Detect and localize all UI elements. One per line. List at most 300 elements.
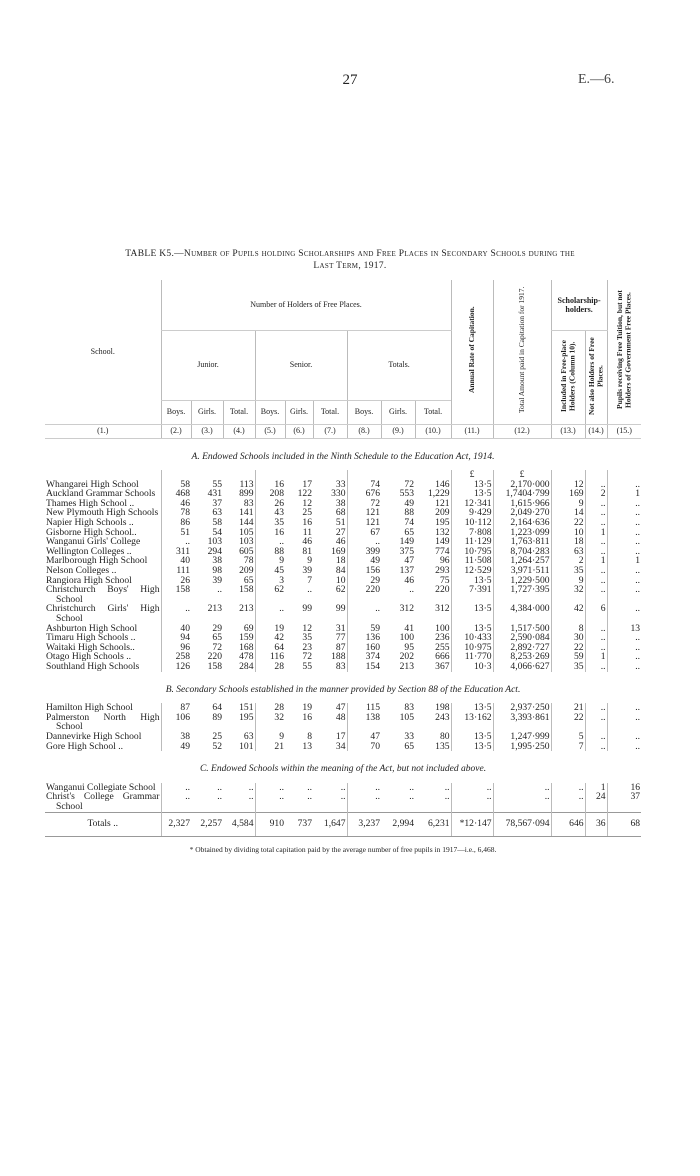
table-cell: 40 xyxy=(161,556,191,566)
table-cell: .. xyxy=(585,633,607,643)
table-cell: 26 xyxy=(161,576,191,586)
header-amount-text: Total Amount paid in Capitation for 1917. xyxy=(516,287,526,414)
table-cell: 13·5 xyxy=(451,624,493,634)
table-cell: 243 xyxy=(435,711,450,723)
school-name: Christchurch Boys' High School xyxy=(46,584,160,605)
table-cell: 78 xyxy=(161,508,191,518)
table-cell: 33 xyxy=(335,478,346,490)
table-cell: 3 xyxy=(255,576,285,586)
table-cell: 209 xyxy=(239,565,254,577)
header-junior: Junior. xyxy=(161,330,255,400)
table-cell: 10·112 xyxy=(451,518,493,528)
table-cell: .. xyxy=(585,643,607,653)
table-cell: 149 xyxy=(435,536,450,548)
table-cell: 65 xyxy=(404,740,414,752)
table-cell: 10·433 xyxy=(451,633,493,643)
header-free-places: Number of Holders of Free Places. xyxy=(161,280,451,330)
table-cell: .. xyxy=(607,547,641,557)
school-name: Totals .. xyxy=(45,812,161,837)
table-cell: 11·129 xyxy=(451,537,493,547)
table-cell: 28 xyxy=(255,703,285,713)
table-cell: 10 xyxy=(335,574,346,586)
table-cell: 116 xyxy=(255,652,285,662)
table-cell: 375 xyxy=(399,545,414,557)
table-cell: 213 xyxy=(207,603,222,615)
table-cell: .. xyxy=(607,518,641,528)
table-cell: 1,223·099 xyxy=(493,528,551,538)
table-cell: .. xyxy=(161,783,191,793)
table-cell: 13·5 xyxy=(451,489,493,499)
table-cell: 105 xyxy=(399,711,414,723)
table-row xyxy=(45,742,641,752)
school-name: Whangarei High School xyxy=(46,478,139,490)
header-not-also-text: Not also Holders of Free Places. xyxy=(586,336,605,415)
column-number: (4.) xyxy=(223,424,255,438)
table-cell: 13·5 xyxy=(451,576,493,586)
table-cell: 1,763·811 xyxy=(493,537,551,547)
table-row xyxy=(45,585,641,604)
table-cell: 158 xyxy=(207,660,222,672)
table-cell: 103 xyxy=(239,536,254,548)
table-cell: .. xyxy=(607,566,641,576)
table-cell: .. xyxy=(493,792,551,812)
table-cell: 8,253·269 xyxy=(493,652,551,662)
table-cell: 2,327 xyxy=(161,812,191,837)
header-rate xyxy=(451,280,493,424)
table-cell: 63 xyxy=(551,547,585,557)
table-cell: 2,257 xyxy=(191,812,223,837)
table-cell: 37 xyxy=(607,792,641,812)
table-cell: .. xyxy=(585,624,607,634)
table-cell: 65 xyxy=(243,574,254,586)
table-cell: 121 xyxy=(435,497,450,509)
header-school: School. xyxy=(45,280,161,424)
column-number: (9.) xyxy=(381,424,415,438)
school-name: Wanganui Collegiate School xyxy=(46,781,156,793)
table-cell: 16 xyxy=(607,783,641,793)
table-cell: 646 xyxy=(551,812,585,837)
table-cell: 2 xyxy=(551,556,585,566)
column-number: (10.) xyxy=(415,424,451,438)
table-cell: 13 xyxy=(302,740,312,752)
table-cell: 84 xyxy=(335,565,346,577)
school-name: Marlborough High School xyxy=(46,555,148,567)
table-cell: 16 xyxy=(302,517,312,529)
table-cell: .. xyxy=(585,508,607,518)
table-cell: 29 xyxy=(212,622,222,634)
table-cell: 168 xyxy=(239,641,254,653)
section-heading xyxy=(45,751,641,783)
table-cell: 25 xyxy=(302,507,312,519)
table-cell: .. xyxy=(607,576,641,586)
section-heading-text: A. Endowed Schools included in the Ninth Schedule to the Education Act, 1914. xyxy=(191,451,495,462)
table-row xyxy=(45,713,641,732)
table-cell: 62 xyxy=(255,585,285,604)
column-number: (14.) xyxy=(585,424,607,438)
table-cell: 1,517·500 xyxy=(493,624,551,634)
table-cell: 88 xyxy=(404,507,414,519)
table-cell: 113 xyxy=(239,478,254,490)
table-cell: 39 xyxy=(212,574,222,586)
table-cell: 4,384·000 xyxy=(493,604,551,623)
table-cell: .. xyxy=(217,781,222,793)
section-heading xyxy=(45,438,641,470)
table-cell: 103 xyxy=(207,536,222,548)
table-cell: .. xyxy=(585,742,607,752)
table-cell: 17 xyxy=(302,478,312,490)
table-cell: 74 xyxy=(347,480,381,490)
table-cell: .. xyxy=(585,480,607,490)
header-free-tuition xyxy=(607,280,641,424)
table-cell: 100 xyxy=(399,632,414,644)
table-cell: 78 xyxy=(243,555,254,567)
table-cell: .. xyxy=(607,604,641,623)
table-cell: 126 xyxy=(161,662,191,672)
school-name: Wellington Colleges .. xyxy=(46,545,132,557)
table-cell: 431 xyxy=(207,488,222,500)
table-cell: 96 xyxy=(439,555,450,567)
column-number: (12.) xyxy=(493,424,551,438)
table-cell: 46 xyxy=(404,574,414,586)
table-cell: .. xyxy=(607,585,641,604)
table-cell: 81 xyxy=(302,545,312,557)
currency-cell: £ xyxy=(451,470,493,480)
table-cell: 36 xyxy=(585,812,607,837)
table-cell: 255 xyxy=(435,641,450,653)
table-cell: 72 xyxy=(347,499,381,509)
header-rate-text: Annual Rate of Capitation. xyxy=(466,307,476,394)
table-cell: .. xyxy=(340,791,346,803)
table-cell: 46 xyxy=(161,499,191,509)
column-number: (15.) xyxy=(607,424,641,438)
table-cell: .. xyxy=(161,604,191,623)
column-number: (7.) xyxy=(313,424,347,438)
table-cell: .. xyxy=(585,576,607,586)
table-cell: 213 xyxy=(399,660,414,672)
table-cell: 202 xyxy=(399,651,414,663)
table-cell: 9 xyxy=(255,556,285,566)
table-cell: 25 xyxy=(212,730,222,742)
table-cell: .. xyxy=(585,566,607,576)
table-cell: .. xyxy=(307,584,312,596)
table-cell: 294 xyxy=(207,545,222,557)
table-cell: .. xyxy=(607,732,641,742)
section-heading-text: B. Secondary Schools established in the manner provided by Section 88 of the Education Act. xyxy=(165,684,521,695)
table-cell: .. xyxy=(607,703,641,713)
school-name: Rangiora High School xyxy=(46,574,132,586)
school-name: Christ's College Grammar School xyxy=(46,791,160,812)
table-cell: 1 xyxy=(585,783,607,793)
table-cell: 209 xyxy=(435,507,450,519)
column-number: (3.) xyxy=(191,424,223,438)
table-cell: 2,164·636 xyxy=(493,518,551,528)
page-number: 27 xyxy=(342,72,358,88)
table-cell: 31 xyxy=(335,622,346,634)
table-cell: 12 xyxy=(302,622,312,634)
table-cell: .. xyxy=(409,791,414,803)
table-cell: 99 xyxy=(335,603,346,615)
table-cell: 220 xyxy=(435,584,450,596)
table-cell: .. xyxy=(585,732,607,742)
table-row xyxy=(45,662,641,672)
table-cell: 22 xyxy=(551,713,585,732)
table-cell: 138 xyxy=(347,713,381,732)
table-cell: 42 xyxy=(551,604,585,623)
table-cell: .. xyxy=(217,584,222,596)
page-reference: E.—6. xyxy=(578,72,615,87)
table-cell: 737 xyxy=(285,812,313,837)
table-cell: 48 xyxy=(335,711,346,723)
table-cell: 13·5 xyxy=(451,742,493,752)
table-cell: 19 xyxy=(255,624,285,634)
column-number: (5.) xyxy=(255,424,285,438)
table-cell: 46 xyxy=(335,536,346,548)
table-cell: .. xyxy=(307,781,312,793)
scholarship-table xyxy=(45,280,641,837)
table-cell: 208 xyxy=(255,489,285,499)
table-cell: 86 xyxy=(161,518,191,528)
table-cell: 195 xyxy=(435,517,450,529)
table-cell: .. xyxy=(255,792,285,812)
table-cell: 2,049·270 xyxy=(493,508,551,518)
table-cell: 35 xyxy=(551,662,585,672)
table-cell: 49 xyxy=(161,742,191,752)
table-cell: 40 xyxy=(161,624,191,634)
school-name: Gisborne High School.. xyxy=(46,526,137,538)
table-cell: .. xyxy=(585,537,607,547)
table-cell: 12·529 xyxy=(451,566,493,576)
table-cell: 33 xyxy=(404,730,414,742)
table-cell: 11·508 xyxy=(451,556,493,566)
table-cell: 69 xyxy=(243,622,254,634)
column-number: (8.) xyxy=(347,424,381,438)
footnote: * Obtained by dividing total capitation paid by the average number of free pupils in 1917—i.e., 6,468. xyxy=(189,845,497,855)
table-cell: 2,892·727 xyxy=(493,643,551,653)
table-cell: 37 xyxy=(212,497,222,509)
table-cell: 101 xyxy=(239,740,254,752)
column-number: (2.) xyxy=(161,424,191,438)
table-cell: 195 xyxy=(239,711,254,723)
table-cell: .. xyxy=(607,480,641,490)
table-cell: 3,971·511 xyxy=(493,566,551,576)
header-totals-boys: Boys. xyxy=(347,400,381,424)
school-name: Auckland Grammar Schools xyxy=(46,488,156,500)
table-cell: 68 xyxy=(607,812,641,837)
table-cell: 198 xyxy=(435,702,450,714)
table-cell: 95 xyxy=(404,641,414,653)
table-cell: 32 xyxy=(551,585,585,604)
table-cell: 47 xyxy=(347,732,381,742)
table-cell: 374 xyxy=(347,652,381,662)
table-cell: 39 xyxy=(302,565,312,577)
table-cell: 16 xyxy=(255,480,285,490)
table-cell: 4,066·627 xyxy=(493,662,551,672)
table-cell: 6 xyxy=(585,604,607,623)
column-numbers-row xyxy=(45,424,641,438)
table-cell: 18 xyxy=(551,537,585,547)
table-cell: 38 xyxy=(161,732,191,742)
table-cell: 58 xyxy=(212,517,222,529)
table-cell: 154 xyxy=(347,662,381,672)
school-name: Nelson Colleges .. xyxy=(46,565,117,577)
table-cell: .. xyxy=(551,792,585,812)
table-cell: 293 xyxy=(435,565,450,577)
table-cell: 158 xyxy=(239,584,254,596)
header-junior-girls: Girls. xyxy=(191,400,223,424)
table-cell: 666 xyxy=(435,651,450,663)
section-heading-text: C. Endowed Schools within the meaning of the Act, but not included above. xyxy=(199,764,487,775)
table-cell: 3,393·861 xyxy=(493,713,551,732)
table-cell: 65 xyxy=(404,526,414,538)
header-not-also xyxy=(585,330,607,424)
table-cell: 137 xyxy=(399,565,414,577)
table-cell: 77 xyxy=(335,632,346,644)
table-cell: 1,615·966 xyxy=(493,499,551,509)
table-cell: 7 xyxy=(307,574,312,586)
table-cell: 63 xyxy=(212,507,222,519)
table-cell: .. xyxy=(607,742,641,752)
table-cell: 311 xyxy=(161,547,191,557)
table-cell: 899 xyxy=(239,488,254,500)
table-cell: 910 xyxy=(255,812,285,837)
table-container xyxy=(45,280,641,855)
table-cell: 478 xyxy=(239,651,254,663)
header-free-tuition-text: Pupils receiving Free Tuition, but not Holders of Government Free Places. xyxy=(614,291,633,410)
table-title xyxy=(40,248,660,272)
table-cell: .. xyxy=(347,783,381,793)
table-cell: 47 xyxy=(404,555,414,567)
table-cell: 83 xyxy=(404,702,414,714)
table-cell: 2,937·250 xyxy=(493,703,551,713)
header-totals-girls: Girls. xyxy=(381,400,415,424)
table-cell: 24 xyxy=(585,792,607,812)
table-cell: 141 xyxy=(239,507,254,519)
school-name: Otago High Schools .. xyxy=(46,651,132,663)
table-cell: 11 xyxy=(302,526,312,538)
table-cell: 1,247·999 xyxy=(493,732,551,742)
table-cell: 1 xyxy=(585,652,607,662)
table-cell: 1 xyxy=(585,556,607,566)
table-cell: 399 xyxy=(347,547,381,557)
school-name: Thames High School .. xyxy=(46,497,135,509)
table-cell: 64 xyxy=(212,702,222,714)
table-cell: .. xyxy=(340,781,346,793)
table-cell: .. xyxy=(585,518,607,528)
table-cell: 468 xyxy=(161,489,191,499)
table-cell: 55 xyxy=(302,660,312,672)
table-cell: 28 xyxy=(255,662,285,672)
table-cell: 213 xyxy=(239,603,254,615)
table-cell: 43 xyxy=(255,508,285,518)
header-senior-girls: Girls. xyxy=(285,400,313,424)
school-name: Gore High School .. xyxy=(46,740,124,752)
table-cell: 63 xyxy=(243,730,254,742)
table-cell: 2,994 xyxy=(381,812,415,837)
table-cell: 1,229 xyxy=(427,488,450,500)
table-cell: 38 xyxy=(212,555,222,567)
table-cell: .. xyxy=(255,783,285,793)
table-cell: 45 xyxy=(255,566,285,576)
table-cell: 12 xyxy=(302,497,312,509)
table-cell: 312 xyxy=(399,603,414,615)
table-cell: 1,995·250 xyxy=(493,742,551,752)
table-cell: .. xyxy=(585,585,607,604)
table-cell: 41 xyxy=(404,622,414,634)
header-included xyxy=(551,330,585,424)
table-cell: 160 xyxy=(347,643,381,653)
table-cell: .. xyxy=(607,662,641,672)
table-cell: 21 xyxy=(255,742,285,752)
table-cell: 72 xyxy=(212,641,222,653)
table-cell: 14 xyxy=(551,508,585,518)
table-cell: 106 xyxy=(161,713,191,732)
header-junior-total: Total. xyxy=(223,400,255,424)
table-cell: 55 xyxy=(212,478,222,490)
table-cell: 49 xyxy=(404,497,414,509)
table-cell: 8 xyxy=(307,730,312,742)
table-cell: 1,647 xyxy=(313,812,347,837)
table-cell: 676 xyxy=(347,489,381,499)
table-row xyxy=(45,792,641,812)
table-cell: 34 xyxy=(335,740,346,752)
table-cell: 12·341 xyxy=(451,499,493,509)
table-cell: .. xyxy=(607,528,641,538)
table-cell: .. xyxy=(347,792,381,812)
table-cell: .. xyxy=(585,713,607,732)
table-cell: 8,704·283 xyxy=(493,547,551,557)
table-cell: 16 xyxy=(255,528,285,538)
table-cell: .. xyxy=(585,499,607,509)
table-cell: 26 xyxy=(255,499,285,509)
school-name: Wanganui Girls' College xyxy=(46,536,141,548)
table-cell: 21 xyxy=(551,703,585,713)
table-cell: 111 xyxy=(161,566,191,576)
table-cell: 18 xyxy=(335,555,346,567)
header-senior: Senior. xyxy=(255,330,347,400)
table-cell: 1,727·395 xyxy=(493,585,551,604)
header-amount xyxy=(493,280,551,424)
table-cell: 10·975 xyxy=(451,643,493,653)
table-cell: .. xyxy=(585,662,607,672)
table-cell: 149 xyxy=(399,536,414,548)
school-name: Hamilton High School xyxy=(46,702,133,714)
table-cell: 22 xyxy=(551,643,585,653)
column-number: (13.) xyxy=(551,424,585,438)
table-cell: 32 xyxy=(255,713,285,732)
table-cell: 13·5 xyxy=(451,732,493,742)
table-cell: 3,237 xyxy=(347,812,381,837)
table-cell: 68 xyxy=(335,507,346,519)
table-cell: 169 xyxy=(331,545,346,557)
table-cell: 146 xyxy=(435,478,450,490)
table-cell: 121 xyxy=(347,518,381,528)
table-cell: 29 xyxy=(347,576,381,586)
column-number: (11.) xyxy=(451,424,493,438)
table-cell: 122 xyxy=(297,488,312,500)
title-line-1: TABLE K5.—Number of Pupils holding Scholarships and Free Places in Secondary Schools during the xyxy=(125,249,575,259)
table-cell: 144 xyxy=(239,517,254,529)
table-cell: 62 xyxy=(335,584,346,596)
table-cell: .. xyxy=(248,781,254,793)
column-number: (6.) xyxy=(285,424,313,438)
table-cell: 83 xyxy=(243,497,254,509)
table-cell: 1 xyxy=(585,528,607,538)
table-cell: 35 xyxy=(551,566,585,576)
table-cell: .. xyxy=(248,791,254,803)
section-heading xyxy=(45,672,641,704)
table-cell: 7·391 xyxy=(451,585,493,604)
table-cell: 151 xyxy=(239,702,254,714)
